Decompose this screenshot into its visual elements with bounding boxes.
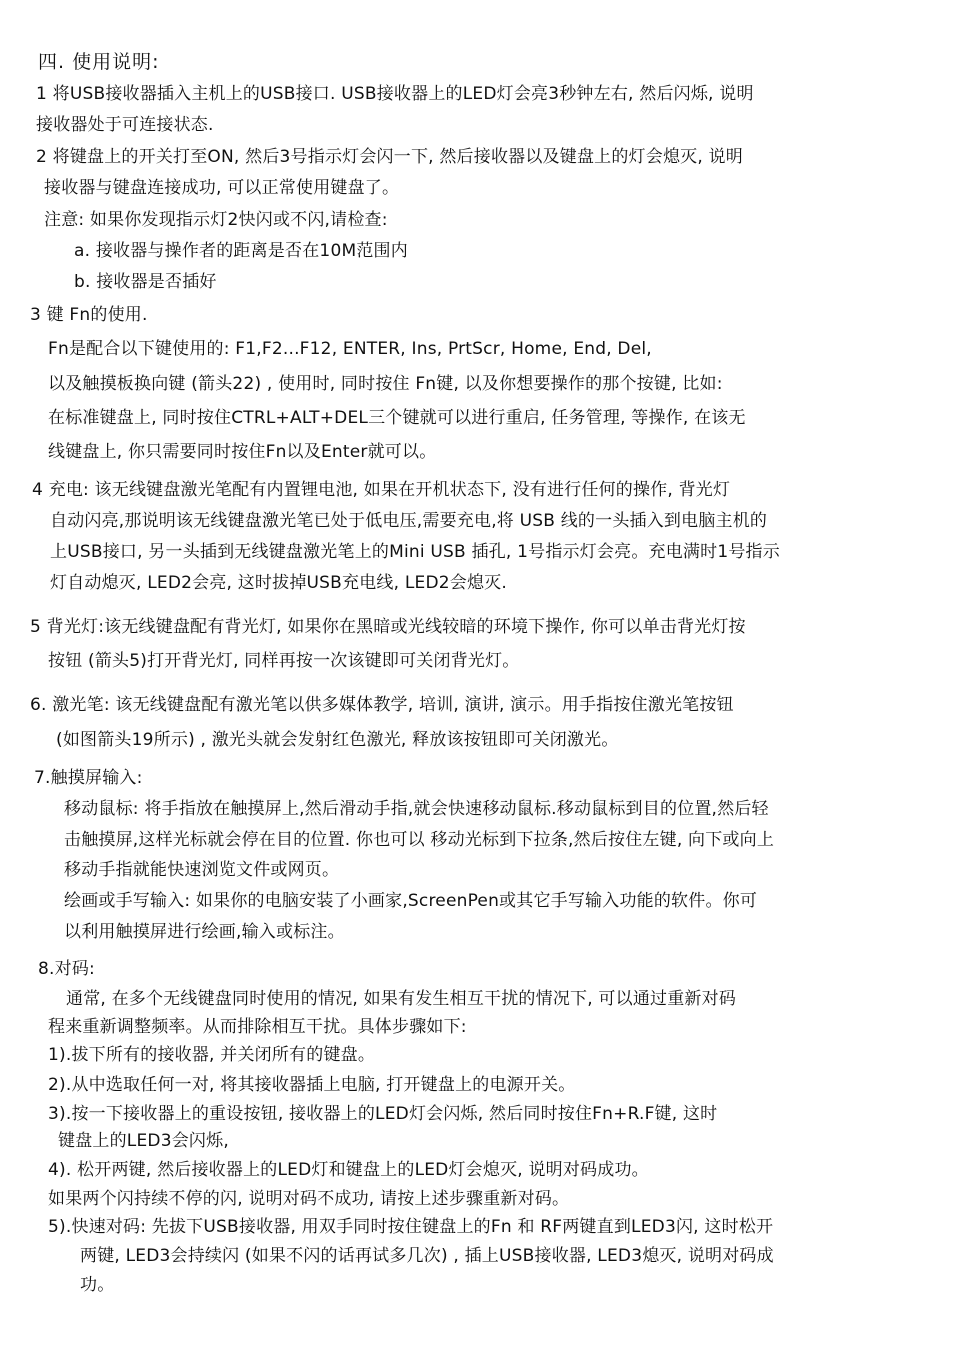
section-8-heading: 8.对码: <box>38 959 95 979</box>
section-3-line-2: 以及触摸板换向键 (箭头22) , 使用时, 同时按住 Fn键, 以及你想要操作的那个按键, 比如: <box>48 374 723 394</box>
section-8-step-3-cont: 键盘上的LED3会闪烁, <box>58 1131 229 1151</box>
section-8-step-5-end: 功。 <box>80 1275 115 1295</box>
section-2-line-2: 接收器与键盘连接成功, 可以正常使用键盘了。 <box>44 178 400 198</box>
section-8-step-4: 4). 松开两键, 然后接收器上的LED灯和键盘上的LED灯会熄灭, 说明对码成功。 <box>48 1160 649 1180</box>
section-7-line-2: 击触摸屏,这样光标就会停在目的位置. 你也可以 移动光标到下拉条,然后按住左键, 向下或向上 <box>64 830 775 850</box>
section-8-step-2: 2).从中选取任何一对, 将其接收器插上电脑, 打开键盘上的电源开关。 <box>48 1075 576 1095</box>
section-8-step-1: 1).拔下所有的接收器, 并关闭所有的键盘。 <box>48 1045 376 1065</box>
section-5-line-1: 5 背光灯:该无线键盘配有背光灯, 如果你在黑暗或光线较暗的环境下操作, 你可以单击背光灯按 <box>30 617 746 637</box>
section-1-line-2: 接收器处于可连接状态. <box>36 115 214 135</box>
section-1-line-1: 1 将USB接收器插入主机上的USB接口. USB接收器上的LED灯会亮3秒钟左右, 然后闪烁, 说明 <box>36 84 754 104</box>
section-7-line-3: 移动手指就能快速浏览文件或网页。 <box>64 860 340 880</box>
section-8-step-5-cont: 两键, LED3会持续闪 (如果不闪的话再试多几次) , 插上USB接收器, LED3熄灭, 说明对码成 <box>80 1246 774 1266</box>
section-3-line-4: 线键盘上, 你只需要同时按住Fn以及Enter就可以。 <box>48 442 437 462</box>
section-4-line-3: 上USB接口, 另一头插到无线键盘激光笔上的Mini USB 插孔, 1号指示灯会亮。充电满时1号指示 <box>50 542 780 562</box>
section-8-fail-note: 如果两个闪持续不停的闪, 说明对码不成功, 请按上述步骤重新对码。 <box>48 1189 570 1209</box>
section-title: 四. 使用说明: <box>38 51 160 73</box>
section-6-line-2: (如图箭头19所示) , 激光头就会发射红色激光, 释放该按钮即可关闭激光。 <box>56 730 619 750</box>
section-2-line-1: 2 将键盘上的开关打至ON, 然后3号指示灯会闪一下, 然后接收器以及键盘上的灯会熄灭, 说明 <box>36 147 743 167</box>
section-4-line-1: 4 充电: 该无线键盘激光笔配有内置锂电池, 如果在开机状态下, 没有进行任何的操作, 背光灯 <box>32 480 731 500</box>
section-3-heading: 3 键 Fn的使用. <box>30 305 148 325</box>
section-5-line-2: 按钮 (箭头5)打开背光灯, 同样再按一次该键即可关闭背光灯。 <box>48 651 520 671</box>
section-7-line-5: 以利用触摸屏进行绘画,输入或标注。 <box>64 922 345 942</box>
section-8-line-1: 通常, 在多个无线键盘同时使用的情况, 如果有发生相互干扰的情况下, 可以通过重新对码 <box>66 989 737 1009</box>
section-2-note: 注意: 如果你发现指示灯2快闪或不闪,请检查: <box>44 210 388 230</box>
section-7-line-1: 移动鼠标: 将手指放在触摸屏上,然后滑动手指,就会快速移动鼠标.移动鼠标到目的位置,然后轻 <box>64 799 769 819</box>
section-8-line-2: 程来重新调整频率。从而排除相互干扰。具体步骤如下: <box>48 1017 467 1037</box>
section-8-step-5: 5).快速对码: 先拔下USB接收器, 用双手同时按住键盘上的Fn 和 RF两键直到LED3闪, 这时松开 <box>48 1217 774 1237</box>
section-3-line-1: Fn是配合以下键使用的: F1,F2...F12, ENTER, Ins, PrtScr, Home, End, Del, <box>48 339 652 359</box>
section-7-line-4: 绘画或手写输入: 如果你的电脑安装了小画家,ScreenPen或其它手写输入功能的软件。你可 <box>64 891 758 911</box>
section-4-line-2: 自动闪亮,那说明该无线键盘激光笔已处于低电压,需要充电,将 USB 线的一头插入到电脑主机的 <box>50 511 768 531</box>
section-2-item-b: b. 接收器是否插好 <box>74 272 217 292</box>
section-7-heading: 7.触摸屏输入: <box>34 768 143 788</box>
section-6-line-1: 6. 激光笔: 该无线键盘配有激光笔以供多媒体教学, 培训, 演讲, 演示。用手指按住激光笔按钮 <box>30 695 734 715</box>
section-4-line-4: 灯自动熄灭, LED2会亮, 这时拔掉USB充电线, LED2会熄灭. <box>50 573 507 593</box>
section-2-item-a: a. 接收器与操作者的距离是否在10M范围内 <box>74 241 408 261</box>
section-3-line-3: 在标准键盘上, 同时按住CTRL+ALT+DEL三个键就可以进行重启, 任务管理, 等操作, 在该无 <box>48 408 746 428</box>
section-8-step-3: 3).按一下接收器上的重设按钮, 接收器上的LED灯会闪烁, 然后同时按住Fn+R.F键, 这时 <box>48 1104 718 1124</box>
